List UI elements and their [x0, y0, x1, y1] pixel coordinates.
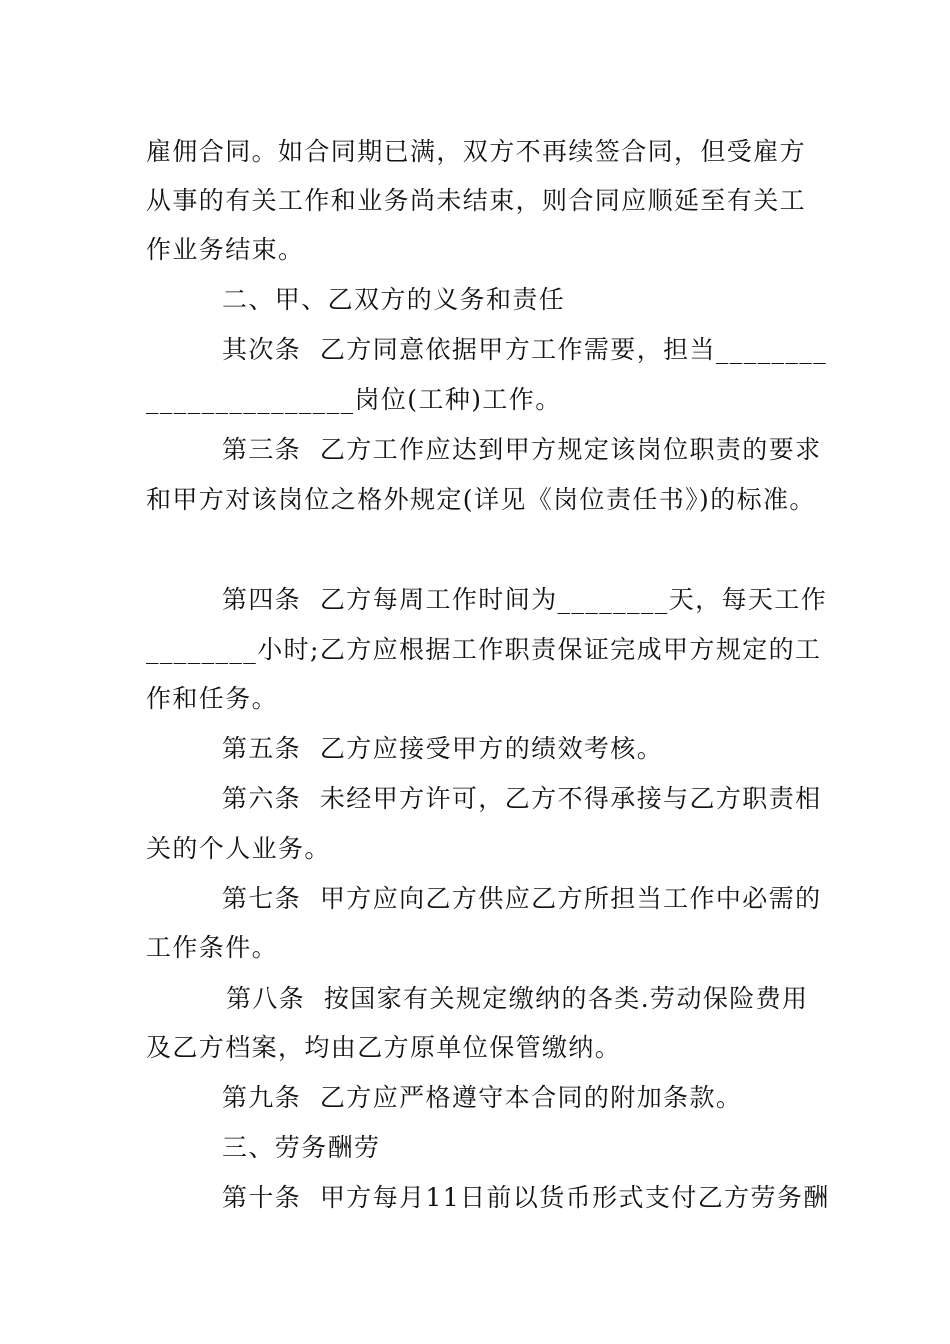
text-line: 作和任务。 — [146, 684, 279, 713]
text-line: 工作条件。 — [146, 933, 279, 962]
text-line: 第九条 乙方应严格遵守本合同的附加条款。 — [222, 1083, 743, 1112]
text-line: 其次条 乙方同意依据甲方工作需要，担当________ — [222, 335, 828, 364]
text-line: _______________岗位(工种)工作。 — [146, 385, 562, 414]
text-line: 关的个人业务。 — [146, 834, 331, 863]
text-line: 作业务结束。 — [146, 235, 305, 264]
text-line: 第十条 甲方每月11日前以货币形式支付乙方劳务酬 — [222, 1183, 830, 1212]
text-line: 第七条 甲方应向乙方供应乙方所担当工作中必需的 — [222, 884, 822, 913]
text-line: 第四条 乙方每周工作时间为________天，每天工作 — [222, 585, 828, 614]
text-line: 和甲方对该岗位之格外规定(详见《岗位责任书》)的标准。 — [146, 485, 816, 514]
text-line: 第六条 未经甲方许可，乙方不得承接与乙方职责相 — [222, 784, 822, 813]
section-heading: 三、劳务酬劳 — [222, 1133, 381, 1162]
section-heading: 二、甲、乙双方的义务和责任 — [222, 285, 566, 314]
text-line: ________小时;乙方应根据工作职责保证完成甲方规定的工 — [146, 635, 822, 664]
text-line: 第三条 乙方工作应达到甲方规定该岗位职责的要求 — [222, 435, 822, 464]
text-line: 从事的有关工作和业务尚未结束，则合同应顺延至有关工 — [146, 186, 807, 215]
text-line: 雇佣合同。如合同期已满，双方不再续签合同，但受雇方 — [146, 137, 807, 166]
text-line: 及乙方档案，均由乙方原单位保管缴纳。 — [146, 1033, 622, 1062]
text-line: 第五条 乙方应接受甲方的绩效考核。 — [222, 734, 664, 763]
text-line: 第八条 按国家有关规定缴纳的各类.劳动保险费用 — [226, 984, 809, 1013]
